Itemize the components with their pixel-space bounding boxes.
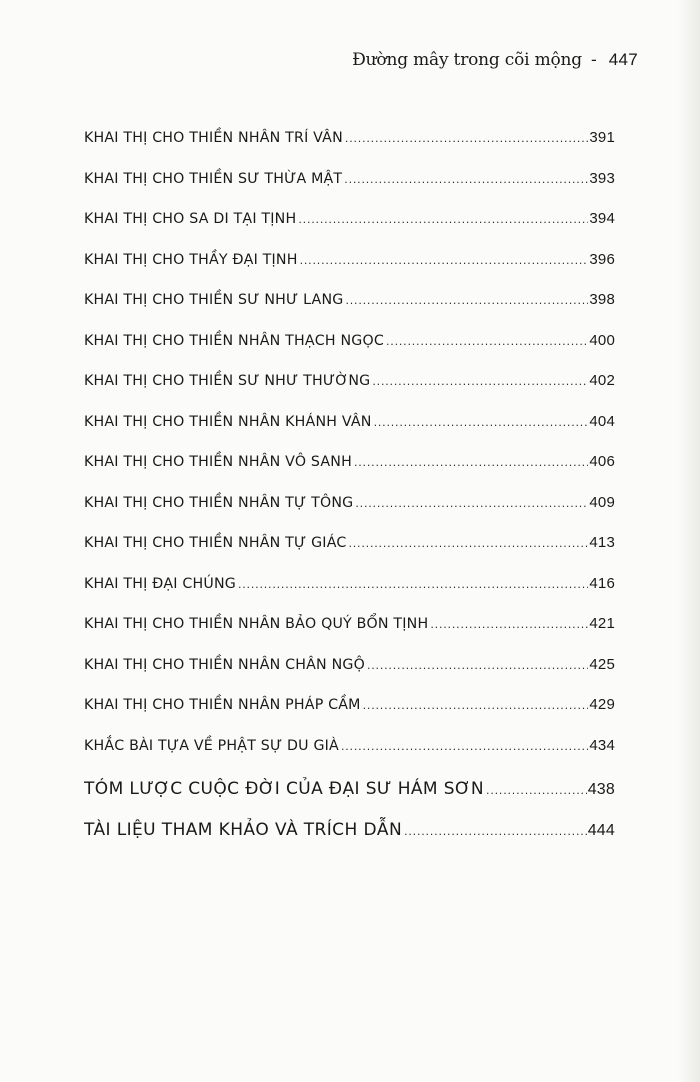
toc-entry-page: 421 <box>589 615 615 632</box>
toc-entry[interactable] <box>84 246 615 287</box>
running-header <box>352 50 638 70</box>
toc-entry-page: 402 <box>589 372 615 389</box>
dot-leader <box>372 368 588 396</box>
dot-leader <box>345 287 588 315</box>
toc-entry-title: KHAI THỊ CHO THIỀN NHÂN TỰ GIÁC <box>84 535 347 551</box>
toc-entry-title: KHAI THỊ ĐẠI CHÚNG <box>84 575 236 592</box>
toc-entry-title: KHAI THỊ CHO SA DI TẠI TỊNH <box>84 211 297 227</box>
toc-entry-title: KHAI THỊ CHO THIỀN SƯ THỪA MẬT <box>84 170 343 187</box>
toc-entry-title: KHAI THỊ CHO THIỀN SƯ NHƯ THƯỜNG <box>84 373 371 389</box>
toc-entry-title: TÀI LIỆU THAM KHẢO VÀ TRÍCH DẪN <box>84 819 403 840</box>
toc-entry[interactable] <box>84 610 615 651</box>
toc-entry-page: 404 <box>589 412 615 430</box>
toc-entry[interactable] <box>84 570 615 611</box>
toc-entry-page: 400 <box>589 331 615 349</box>
toc-entry[interactable] <box>84 529 615 570</box>
toc-entry-page: 434 <box>589 736 615 754</box>
dot-leader <box>354 449 588 477</box>
toc-entry-page: 425 <box>589 655 615 673</box>
toc-entry-title: KHẮC BÀI TỰA VỀ PHẬT SỰ DU GIÀ <box>84 737 339 754</box>
dot-leader <box>486 774 587 808</box>
dot-leader <box>430 611 588 639</box>
toc-entry[interactable] <box>84 124 615 165</box>
toc-entry-page: 394 <box>589 210 615 227</box>
dot-leader <box>344 166 588 194</box>
dot-leader <box>363 692 589 720</box>
toc-entry[interactable] <box>84 165 615 206</box>
toc-entry-title: KHAI THỊ CHO THIỀN NHÂN PHÁP CẦM <box>84 697 361 713</box>
header-page-number: 447 <box>608 50 638 69</box>
dot-leader <box>300 247 589 275</box>
toc-entry-page: 429 <box>589 696 615 713</box>
toc-entry[interactable] <box>84 489 615 530</box>
header-separator: - <box>590 50 597 70</box>
page-edge-shadow <box>678 0 700 1082</box>
toc-entry[interactable] <box>84 205 615 246</box>
toc-entry[interactable] <box>84 408 615 449</box>
toc-entry[interactable] <box>84 651 615 692</box>
toc-entry[interactable] <box>84 772 615 813</box>
toc-entry-page: 413 <box>589 534 615 551</box>
dot-leader <box>374 409 589 437</box>
toc-entry-title: KHAI THỊ CHO THIỀN NHÂN TRÍ VÂN <box>84 130 343 146</box>
toc-entry-page: 396 <box>589 250 615 268</box>
book-title: Đường mây trong cõi mộng <box>352 50 582 70</box>
toc-entry-page: 444 <box>587 821 615 839</box>
toc-entry-title: KHAI THỊ CHO THIỀN NHÂN TỰ TÔNG <box>84 494 354 511</box>
toc-entry-page: 406 <box>589 453 615 470</box>
dot-leader <box>298 206 588 234</box>
toc-entry-title: KHAI THỊ CHO THIỀN NHÂN KHÁNH VÂN <box>84 413 372 430</box>
toc-entry-page: 438 <box>587 781 615 798</box>
toc-entry[interactable] <box>84 691 615 732</box>
dot-leader <box>355 490 588 518</box>
toc-entry[interactable] <box>84 732 615 773</box>
dot-leader <box>348 530 588 558</box>
toc-entry[interactable] <box>84 367 615 408</box>
toc-entry-title: KHAI THỊ CHO THIỀN NHÂN BẢO QUÝ BỔN TỊNH <box>84 616 429 632</box>
toc-entry-page: 393 <box>589 169 615 187</box>
toc-entry-page: 409 <box>589 493 615 511</box>
dot-leader <box>341 733 588 761</box>
dot-leader <box>404 815 587 849</box>
toc-entry-title: KHAI THỊ CHO THIỀN SƯ NHƯ LANG <box>84 292 344 308</box>
toc-entry-page: 391 <box>589 129 615 146</box>
toc-entry[interactable] <box>84 813 615 854</box>
toc-entry[interactable] <box>84 448 615 489</box>
dot-leader <box>367 652 588 680</box>
toc-entry-title: KHAI THỊ CHO THIỀN NHÂN THẠCH NGỌC <box>84 332 384 349</box>
toc-entry-page: 416 <box>589 574 615 592</box>
dot-leader <box>386 328 588 356</box>
dot-leader <box>345 125 588 153</box>
toc-entry-page: 398 <box>589 291 615 308</box>
table-of-contents <box>84 124 615 853</box>
toc-entry[interactable] <box>84 327 615 368</box>
toc-entry-title: TÓM LƯỢC CUỘC ĐỜI CỦA ĐẠI SƯ HÁM SƠN <box>84 779 485 799</box>
toc-entry-title: KHAI THỊ CHO THIỀN NHÂN VÔ SANH <box>84 454 352 470</box>
toc-entry-title: KHAI THỊ CHO THIỀN NHÂN CHÂN NGỘ <box>84 656 365 673</box>
dot-leader <box>238 571 588 599</box>
toc-entry-title: KHAI THỊ CHO THẦY ĐẠI TỊNH <box>84 251 298 268</box>
toc-entry[interactable] <box>84 286 615 327</box>
